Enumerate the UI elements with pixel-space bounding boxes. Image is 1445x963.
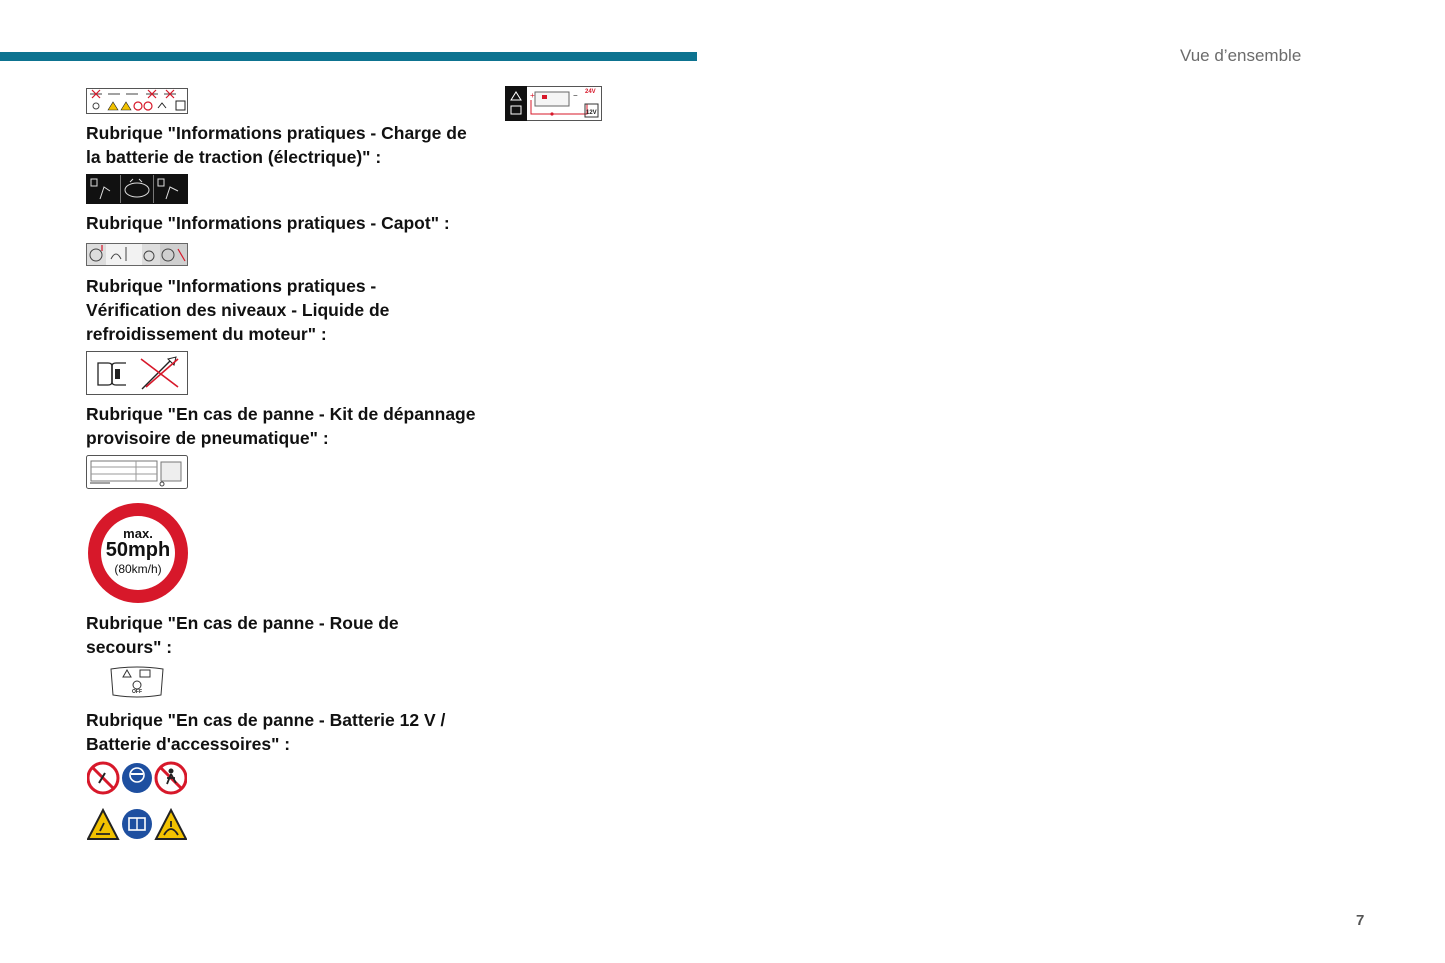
section-title: Vue d’ensemble <box>1180 46 1302 65</box>
coolant-label-image <box>86 243 188 266</box>
svg-text:−: − <box>573 91 578 100</box>
battery-connection-label-image <box>505 86 602 121</box>
rubric-hood: Rubrique "Informations pratiques - Capot" : <box>86 213 450 233</box>
speed-limit-sign <box>87 502 189 604</box>
battery-12v-text: 12V <box>586 110 597 116</box>
speed-sign-kmh: (80km/h) <box>114 562 162 576</box>
header-accent-bar <box>0 52 697 61</box>
hood-label-image <box>86 174 188 204</box>
page-number: 7 <box>1356 912 1365 929</box>
rubric-coolant-level: Rubrique "Informations pratiques - Vérification des niveaux - Liquide de refroidissement du moteur" : <box>86 276 390 344</box>
speed-sign-mph: 50mph <box>105 539 171 561</box>
rubric-spare-wheel: Rubrique "En cas de panne - Roue de secours" : <box>86 613 399 657</box>
spare-wheel-label-image <box>108 665 166 699</box>
battery-24v-text: 24V <box>585 89 596 95</box>
battery-warning-icons <box>87 807 187 841</box>
compressor-label-image <box>86 455 188 489</box>
spare-wheel-off-text: OFF <box>132 689 142 695</box>
rubric-traction-battery-charge: Rubrique "Informations pratiques - Charge de la batterie de traction (électrique)" : <box>86 123 467 167</box>
svg-text:+: + <box>530 91 535 100</box>
battery-prohibition-icons <box>87 761 187 795</box>
speed-sign-max: max. <box>123 526 153 541</box>
tyre-kit-label-image <box>86 351 188 395</box>
rubric-12v-battery: Rubrique "En cas de panne - Batterie 12 V / Batterie d'accessoires" : <box>86 710 446 754</box>
warning-strip-label-image <box>86 88 188 114</box>
rubric-tyre-repair-kit: Rubrique "En cas de panne - Kit de dépannage provisoire de pneumatique" : <box>86 404 476 448</box>
